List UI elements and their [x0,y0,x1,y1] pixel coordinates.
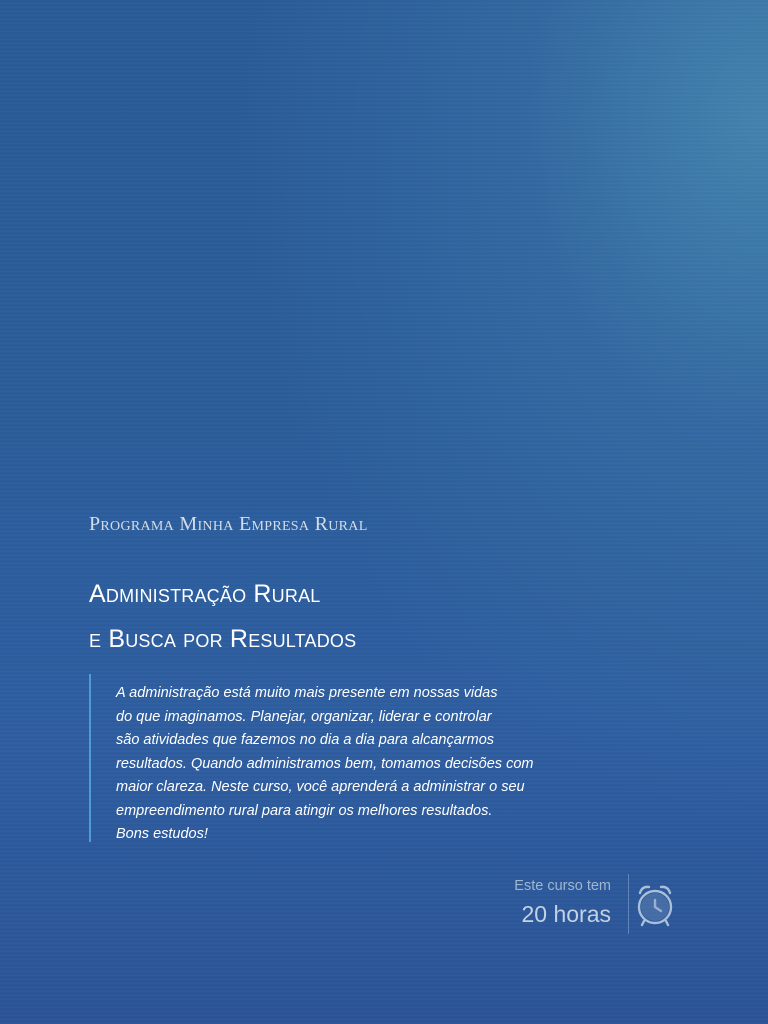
program-name: Programa Minha Empresa Rural [89,513,368,535]
alarm-clock-icon [630,880,680,930]
duration-value: 20 horas [521,901,611,927]
course-title-line-2: e Busca por Resultados [89,625,357,653]
duration-label: Este curso tem [514,878,611,894]
course-intro-text: A administração está muito mais presente em nossas vidas do que imaginamos. Planejar, organizar, liderar e controlar são atividades que fazemos no dia a dia para alcançarmos resultados. Quando administramos bem, tomamos decisões com maior clareza. Neste curso, você aprenderá a administrar o seu empreendimento rural para atingir os melhores resultados. Bons estudos! [116,685,534,842]
course-intro [89,674,561,842]
duration-divider [628,874,629,934]
course-title-line-1: Administração Rural [89,580,321,608]
course-duration [500,874,680,934]
